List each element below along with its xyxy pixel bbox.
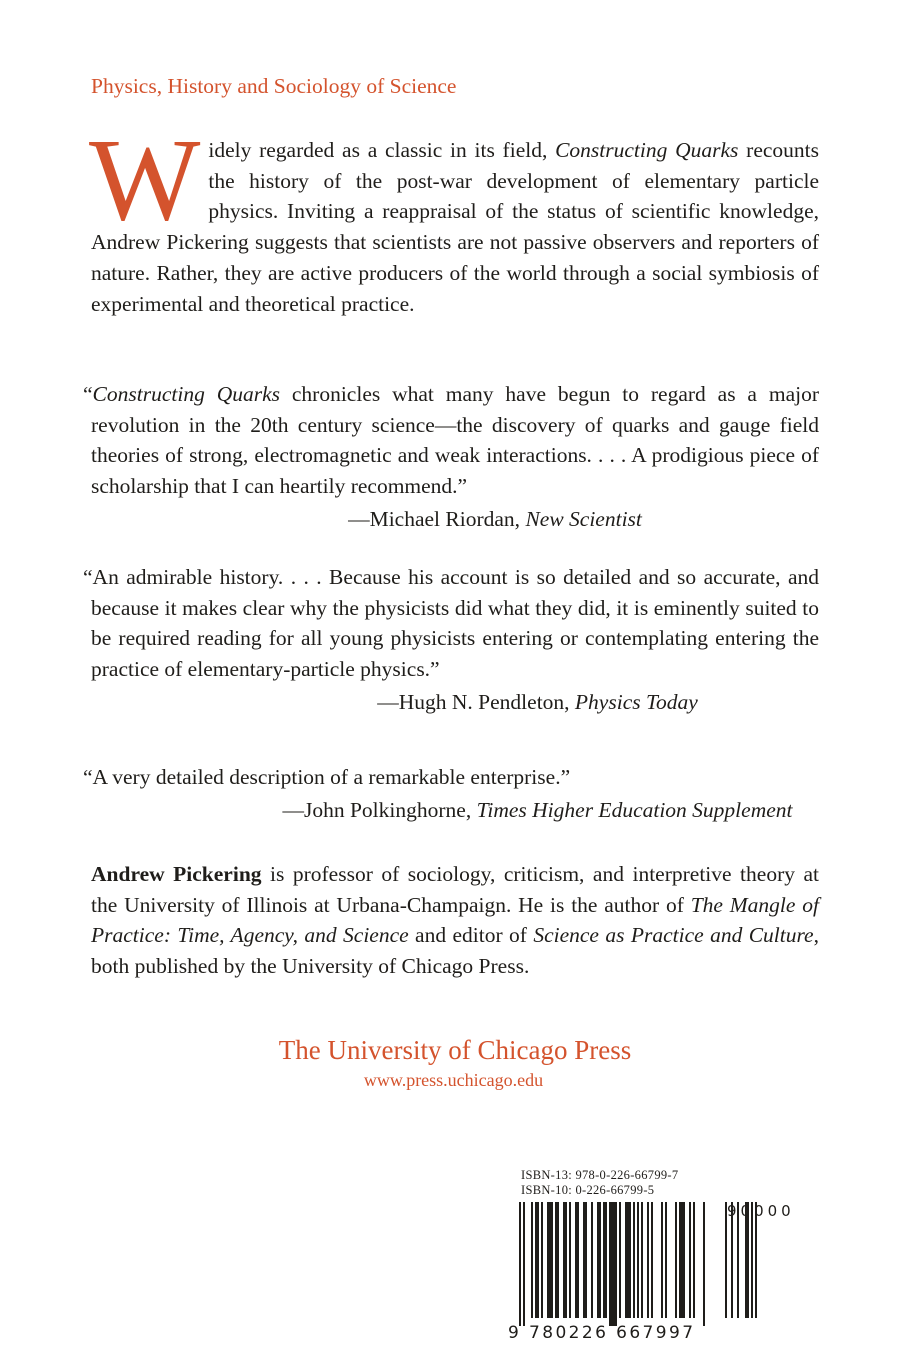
text-run: Science as Practice and Culture (533, 923, 814, 948)
text-run: Constructing Quarks (555, 138, 739, 162)
barcode-bar (537, 1202, 539, 1318)
barcode-addon-digits: 90000 (727, 1202, 795, 1220)
barcode-bar (625, 1202, 627, 1318)
barcode-bar (611, 1202, 613, 1326)
barcode-bar (613, 1202, 615, 1326)
quote-attribution (91, 795, 819, 826)
barcode-bar (605, 1202, 607, 1318)
quote-author: —Hugh N. Pendleton, (377, 689, 575, 714)
barcode-bar (565, 1202, 567, 1318)
barcode-bar (541, 1202, 543, 1318)
text-run: chronicles what many have begun to regard as a major revolution in the 20th century science—the discovery of quarks and gauge field theories of strong, electromagnetic and weak interactions. . . . A prodigious piece of scholarship that I can heartily recommend.” (91, 382, 819, 499)
review-quote-1 (83, 379, 819, 535)
barcode-bar (619, 1202, 621, 1318)
text-run: is professor of sociology, criticism, and interpretive theory at the University of Illinois at Urbana-Champaign. He is the author of (91, 862, 819, 917)
barcode-bar (633, 1202, 635, 1318)
quote-author: —Michael Riordan, (348, 506, 526, 531)
barcode-bar (661, 1202, 663, 1318)
barcode-bar (575, 1202, 577, 1318)
barcode-bar (583, 1202, 585, 1318)
text-run: , both published by the University of Chicago Press. (91, 923, 819, 979)
text-run: and editor of (408, 923, 534, 948)
barcode-bar (683, 1202, 685, 1318)
barcode-bar (585, 1202, 587, 1318)
drop-cap: W (89, 114, 201, 245)
quote-author: —John Polkinghorne, (282, 797, 477, 822)
publisher-block (0, 1035, 907, 1091)
quote-attribution (91, 504, 819, 535)
barcode-bar (519, 1202, 521, 1326)
barcode (505, 1196, 810, 1350)
text-run: Constructing Quarks (92, 382, 281, 406)
quote-text (83, 762, 819, 793)
review-quote-2 (83, 562, 819, 718)
barcode-bars (513, 1202, 813, 1332)
barcode-bar (681, 1202, 683, 1318)
author-bio (91, 859, 819, 982)
isbn-block (521, 1168, 678, 1198)
isbn-13: ISBN-13: 978-0-226-66799-7 (521, 1168, 679, 1182)
quote-attribution (91, 687, 819, 718)
quote-text (83, 562, 819, 685)
text-run: “An admirable history. . . . Because his account is so detailed and so accurate, and because it makes clear why the physicists did what they did, it is eminently suited to be required reading for all young physicists entering or contemplating entering the practice of elementary-particle physics.” (83, 565, 819, 682)
barcode-bar (675, 1202, 677, 1318)
barcode-bar (651, 1202, 653, 1318)
barcode-bar (615, 1202, 617, 1326)
text-run: recounts the history of the post-war development of elementary particle physics. Inviting a reappraisal of the status of scientific knowledge, Andrew Pickering suggests that scientists are not passive observers and reporters of nature. Rather, they are active producers of the world through a social symbiosis of experimental and theoretical practice. (91, 138, 819, 316)
barcode-bar (551, 1202, 553, 1318)
barcode-bar (547, 1202, 549, 1318)
barcode-bar (597, 1202, 599, 1318)
quote-text (83, 379, 819, 502)
barcode-bar (563, 1202, 565, 1318)
barcode-bar (599, 1202, 601, 1318)
text-run: The Mangle of Practice: Time, Agency, and Science (91, 892, 819, 948)
barcode-bar (557, 1202, 559, 1318)
barcode-bar (535, 1202, 537, 1318)
text-run: idely regarded as a classic in its field, (208, 138, 556, 162)
barcode-bar (647, 1202, 649, 1318)
barcode-bar (689, 1202, 691, 1318)
barcode-bar (555, 1202, 557, 1318)
barcode-bar (637, 1202, 639, 1318)
barcode-digits: 9 780226 667997 (508, 1323, 696, 1343)
barcode-bar (569, 1202, 571, 1318)
barcode-bar (703, 1202, 705, 1326)
quote-source: Times Higher Education Supplement (476, 797, 793, 822)
barcode-bar (679, 1202, 681, 1318)
barcode-bar (603, 1202, 605, 1318)
book-description (89, 114, 819, 319)
review-quote-3 (83, 762, 819, 825)
barcode-bar (531, 1202, 533, 1318)
barcode-bar (627, 1202, 629, 1318)
quote-source: New Scientist (525, 506, 642, 531)
barcode-bar (665, 1202, 667, 1318)
series-category: Physics, History and Sociology of Science (91, 74, 457, 98)
barcode-bar (523, 1202, 525, 1326)
isbn-10: ISBN-10: 0-226-66799-5 (521, 1183, 655, 1197)
quote-source: Physics Today (574, 689, 698, 714)
text-run: “A very detailed description of a remarkable enterprise.” (83, 765, 571, 789)
publisher-name: The University of Chicago Press (278, 1035, 632, 1065)
text-run: Andrew Pickering (91, 862, 262, 886)
barcode-bar (591, 1202, 593, 1318)
publisher-url: www.press.uchicago.edu (363, 1070, 544, 1090)
text-run: “ (83, 382, 93, 406)
barcode-bar (693, 1202, 695, 1318)
barcode-bar (629, 1202, 631, 1318)
barcode-bar (609, 1202, 611, 1326)
barcode-bar (549, 1202, 551, 1318)
barcode-bar (577, 1202, 579, 1318)
barcode-bar (641, 1202, 643, 1318)
